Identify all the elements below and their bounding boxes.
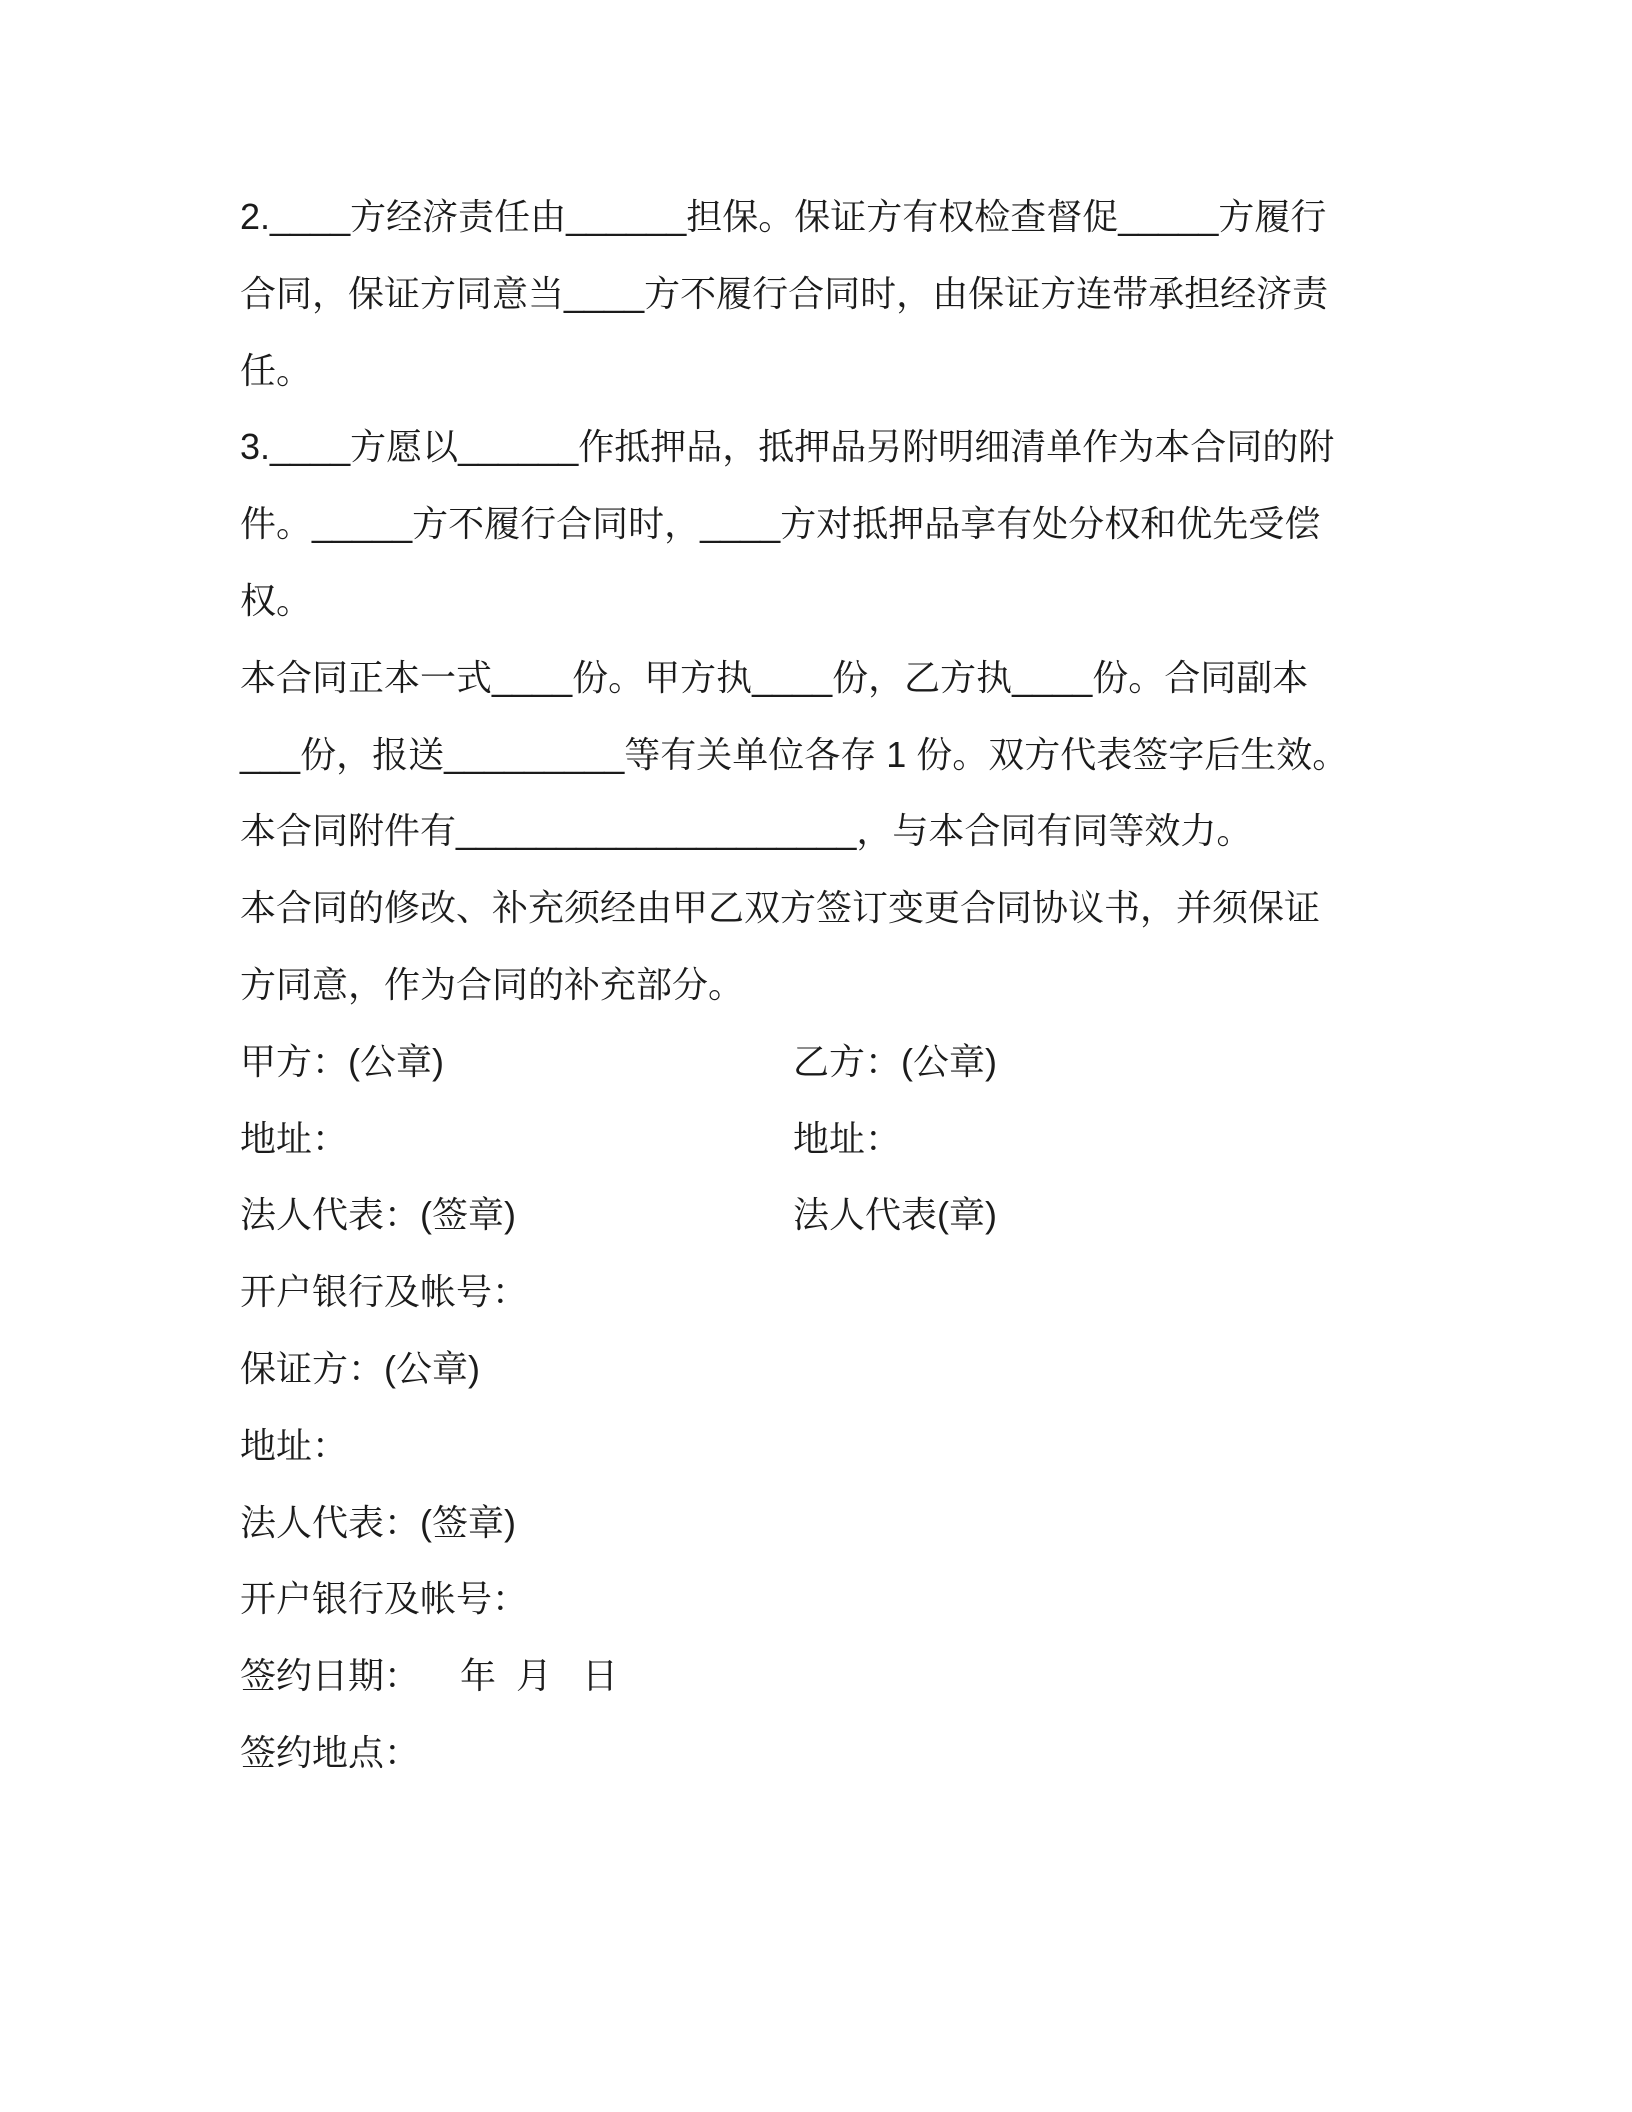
party-a-bank: 开户银行及帐号： — [240, 1271, 529, 1313]
clause-line: ___份，报送_________等有关单位各存 1 份。双方代表签字后生效。 — [240, 733, 1349, 775]
clause-line: 件。_____方不履行合同时，____方对抵押品享有处分权和优先受偿 — [240, 503, 1321, 545]
party-a-address: 地址： — [240, 1117, 349, 1159]
guarantor-address: 地址： — [240, 1424, 349, 1466]
party-a-legal-rep: 法人代表：(签章) — [240, 1194, 516, 1236]
clause-line: 本合同附件有____________________，与本合同有同等效力。 — [240, 810, 1253, 852]
party-b-address: 地址： — [793, 1117, 902, 1159]
party-b-legal-rep: 法人代表(章) — [793, 1194, 997, 1236]
signature-row-address — [240, 1101, 1400, 1178]
sign-place: 签约地点： — [240, 1731, 421, 1773]
clause-line: 本合同正本一式____份。甲方执____份，乙方执____份。合同副本 — [240, 656, 1309, 698]
clause-line: 方同意，作为合同的补充部分。 — [240, 963, 745, 1005]
clause-line: 权。 — [240, 579, 313, 621]
clause-line: 任。 — [240, 349, 313, 391]
signature-row-legal-rep — [240, 1177, 1400, 1254]
guarantor-seal: 保证方：(公章) — [240, 1347, 480, 1389]
clause-line: 2.____方经济责任由______担保。保证方有权检查督促_____方履行 — [240, 196, 1327, 237]
clause-line: 3.____方愿以______作抵押品，抵押品另附明细清单作为本合同的附 — [240, 426, 1335, 468]
guarantor-bank: 开户银行及帐号： — [240, 1578, 529, 1620]
party-b-seal: 乙方：(公章) — [793, 1040, 997, 1082]
sign-date: 签约日期： 年 月 日 — [240, 1655, 619, 1697]
contract-page — [240, 179, 1400, 1792]
clause-line: 合同，保证方同意当____方不履行合同时，由保证方连带承担经济责 — [240, 272, 1329, 314]
clause-line: 本合同的修改、补充须经由甲乙双方签订变更合同协议书，并须保证 — [240, 887, 1321, 929]
signature-row-seal — [240, 1024, 1400, 1101]
party-a-seal: 甲方：(公章) — [240, 1040, 444, 1082]
guarantor-legal-rep: 法人代表：(签章) — [240, 1501, 516, 1543]
